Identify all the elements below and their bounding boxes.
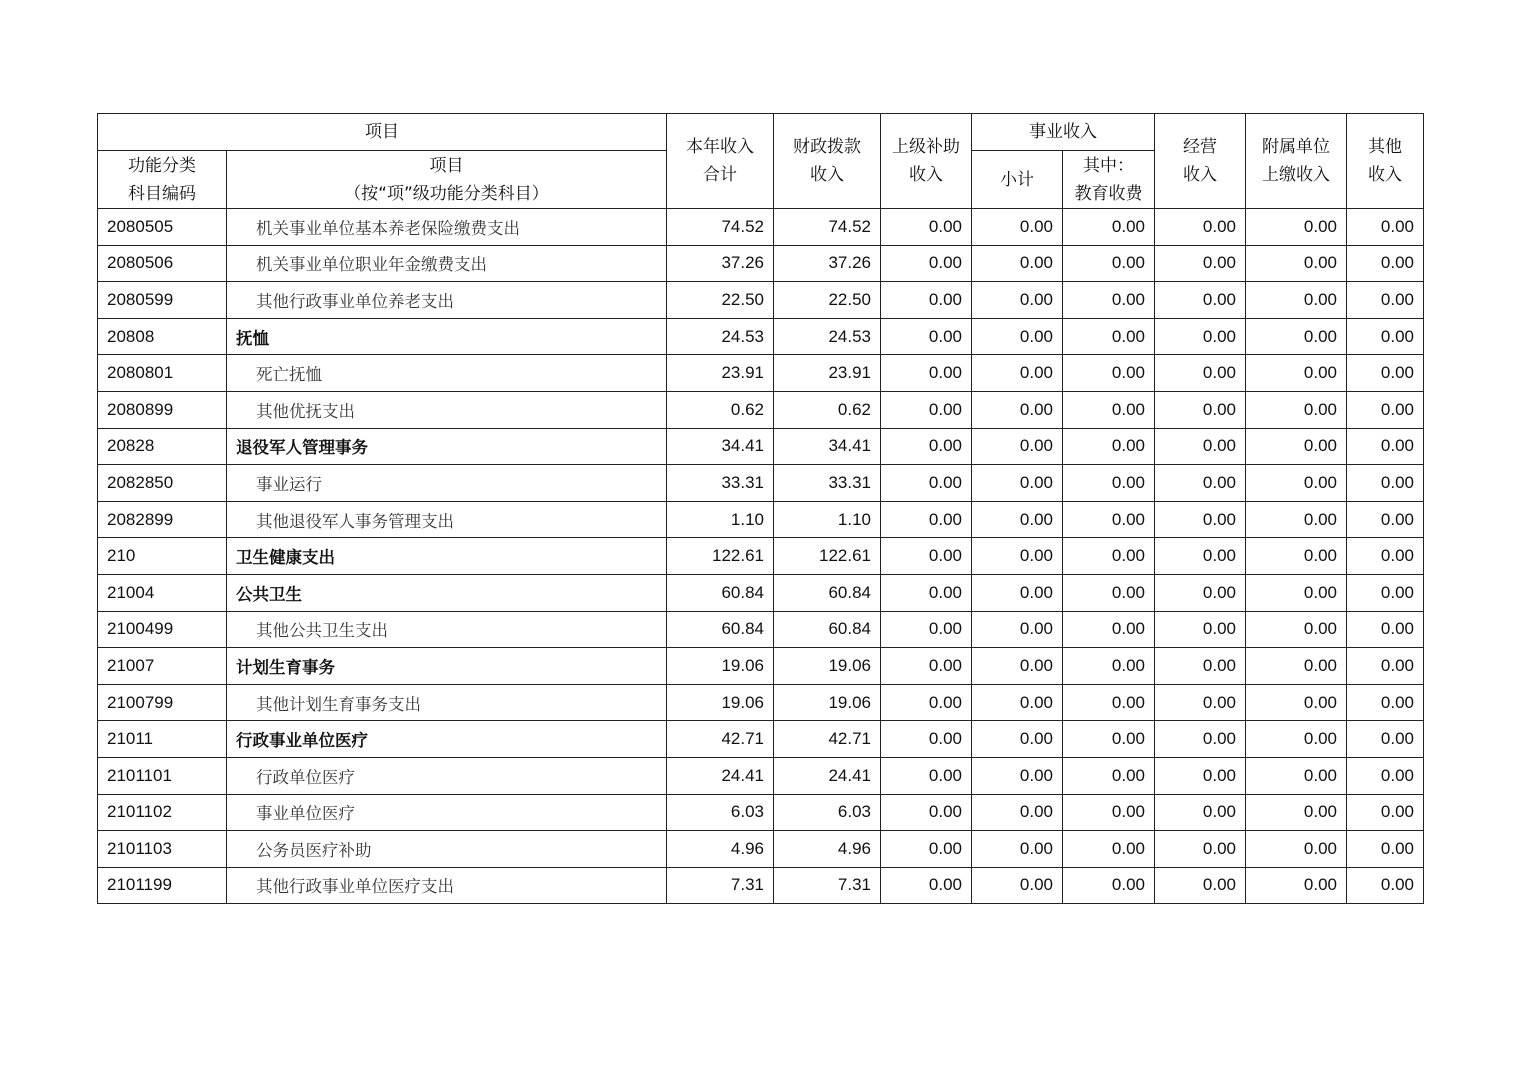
cell-other: 0.00 [1347,794,1424,831]
cell-other: 0.00 [1347,538,1424,575]
table-header [98,114,1424,209]
table-row [98,648,1424,685]
header-code: 功能分类 科目编码 [98,151,227,209]
table-row [98,245,1424,282]
cell-name: 公务员医疗补助 [227,831,667,868]
cell-subsidy: 0.00 [881,318,972,355]
cell-total: 60.84 [667,611,774,648]
cell-affiliate: 0.00 [1246,282,1347,319]
table-row [98,867,1424,904]
cell-subsidy: 0.00 [881,831,972,868]
cell-total: 33.31 [667,465,774,502]
table-row [98,757,1424,794]
cell-fiscal: 60.84 [774,574,881,611]
cell-total: 4.96 [667,831,774,868]
table-row [98,501,1424,538]
cell-other: 0.00 [1347,428,1424,465]
cell-code: 2100499 [98,611,227,648]
cell-edu-fee: 0.00 [1063,648,1155,685]
cell-operating: 0.00 [1155,538,1246,575]
cell-fiscal: 4.96 [774,831,881,868]
cell-edu-fee: 0.00 [1063,355,1155,392]
header-affiliate: 附属单位 上缴收入 [1246,114,1347,209]
cell-fiscal: 60.84 [774,611,881,648]
cell-other: 0.00 [1347,721,1424,758]
cell-name: 其他行政事业单位医疗支出 [227,867,667,904]
cell-business-subtotal: 0.00 [972,501,1063,538]
cell-code: 2080801 [98,355,227,392]
cell-affiliate: 0.00 [1246,721,1347,758]
cell-affiliate: 0.00 [1246,501,1347,538]
cell-other: 0.00 [1347,867,1424,904]
cell-edu-fee: 0.00 [1063,318,1155,355]
cell-code: 2101199 [98,867,227,904]
cell-subsidy: 0.00 [881,465,972,502]
header-total: 本年收入 合计 [667,114,774,209]
cell-business-subtotal: 0.00 [972,391,1063,428]
cell-business-subtotal: 0.00 [972,428,1063,465]
cell-other: 0.00 [1347,355,1424,392]
cell-other: 0.00 [1347,831,1424,868]
cell-edu-fee: 0.00 [1063,867,1155,904]
header-other: 其他 收入 [1347,114,1424,209]
table-row [98,282,1424,319]
cell-subsidy: 0.00 [881,684,972,721]
cell-operating: 0.00 [1155,428,1246,465]
cell-operating: 0.00 [1155,831,1246,868]
cell-code: 210 [98,538,227,575]
cell-code: 2080505 [98,209,227,246]
cell-fiscal: 24.53 [774,318,881,355]
cell-fiscal: 0.62 [774,391,881,428]
cell-affiliate: 0.00 [1246,574,1347,611]
cell-edu-fee: 0.00 [1063,831,1155,868]
cell-subsidy: 0.00 [881,428,972,465]
cell-other: 0.00 [1347,318,1424,355]
cell-business-subtotal: 0.00 [972,757,1063,794]
cell-business-subtotal: 0.00 [972,465,1063,502]
cell-edu-fee: 0.00 [1063,501,1155,538]
table-row [98,684,1424,721]
cell-name: 事业单位医疗 [227,794,667,831]
cell-business-subtotal: 0.00 [972,245,1063,282]
table-row [98,391,1424,428]
cell-subsidy: 0.00 [881,282,972,319]
cell-affiliate: 0.00 [1246,391,1347,428]
cell-operating: 0.00 [1155,794,1246,831]
header-business-subtotal: 小计 [972,151,1063,209]
cell-code: 20828 [98,428,227,465]
cell-fiscal: 19.06 [774,648,881,685]
cell-code: 2080506 [98,245,227,282]
cell-other: 0.00 [1347,209,1424,246]
cell-fiscal: 24.41 [774,757,881,794]
cell-code: 21011 [98,721,227,758]
table-row [98,209,1424,246]
cell-business-subtotal: 0.00 [972,282,1063,319]
cell-subsidy: 0.00 [881,867,972,904]
cell-business-subtotal: 0.00 [972,684,1063,721]
cell-fiscal: 22.50 [774,282,881,319]
cell-affiliate: 0.00 [1246,209,1347,246]
cell-edu-fee: 0.00 [1063,538,1155,575]
cell-business-subtotal: 0.00 [972,867,1063,904]
cell-code: 2082899 [98,501,227,538]
cell-subsidy: 0.00 [881,355,972,392]
cell-operating: 0.00 [1155,355,1246,392]
cell-fiscal: 74.52 [774,209,881,246]
cell-code: 2082850 [98,465,227,502]
cell-affiliate: 0.00 [1246,538,1347,575]
cell-subsidy: 0.00 [881,721,972,758]
cell-code: 2080599 [98,282,227,319]
cell-subsidy: 0.00 [881,538,972,575]
cell-subsidy: 0.00 [881,574,972,611]
cell-operating: 0.00 [1155,501,1246,538]
cell-affiliate: 0.00 [1246,794,1347,831]
cell-edu-fee: 0.00 [1063,245,1155,282]
cell-other: 0.00 [1347,611,1424,648]
header-item-group: 项目 [98,114,667,151]
cell-edu-fee: 0.00 [1063,282,1155,319]
cell-name: 机关事业单位基本养老保险缴费支出 [227,209,667,246]
cell-code: 2101101 [98,757,227,794]
cell-subsidy: 0.00 [881,611,972,648]
table-row [98,355,1424,392]
cell-affiliate: 0.00 [1246,611,1347,648]
cell-business-subtotal: 0.00 [972,648,1063,685]
cell-name: 死亡抚恤 [227,355,667,392]
cell-code: 21007 [98,648,227,685]
cell-edu-fee: 0.00 [1063,611,1155,648]
cell-operating: 0.00 [1155,757,1246,794]
cell-name: 行政事业单位医疗 [227,721,667,758]
cell-total: 19.06 [667,684,774,721]
cell-code: 21004 [98,574,227,611]
header-subsidy: 上级补助 收入 [881,114,972,209]
cell-operating: 0.00 [1155,282,1246,319]
table-row [98,831,1424,868]
cell-operating: 0.00 [1155,574,1246,611]
cell-fiscal: 6.03 [774,794,881,831]
cell-total: 24.41 [667,757,774,794]
cell-name: 抚恤 [227,318,667,355]
cell-subsidy: 0.00 [881,245,972,282]
table-row [98,574,1424,611]
cell-fiscal: 33.31 [774,465,881,502]
table-row [98,721,1424,758]
header-name: 项目 （按“项”级功能分类科目） [227,151,667,209]
cell-name: 计划生育事务 [227,648,667,685]
cell-operating: 0.00 [1155,611,1246,648]
cell-operating: 0.00 [1155,391,1246,428]
cell-name: 其他退役军人事务管理支出 [227,501,667,538]
table-row [98,428,1424,465]
cell-name: 其他优抚支出 [227,391,667,428]
cell-operating: 0.00 [1155,209,1246,246]
cell-business-subtotal: 0.00 [972,538,1063,575]
header-operating: 经营 收入 [1155,114,1246,209]
cell-other: 0.00 [1347,684,1424,721]
cell-operating: 0.00 [1155,245,1246,282]
cell-name: 退役军人管理事务 [227,428,667,465]
cell-code: 20808 [98,318,227,355]
cell-affiliate: 0.00 [1246,245,1347,282]
header-edu-fee: 其中： 教育收费 [1063,151,1155,209]
cell-other: 0.00 [1347,391,1424,428]
cell-edu-fee: 0.00 [1063,757,1155,794]
cell-total: 1.10 [667,501,774,538]
cell-total: 19.06 [667,648,774,685]
cell-subsidy: 0.00 [881,209,972,246]
cell-fiscal: 122.61 [774,538,881,575]
cell-affiliate: 0.00 [1246,757,1347,794]
cell-name: 其他公共卫生支出 [227,611,667,648]
cell-total: 122.61 [667,538,774,575]
cell-other: 0.00 [1347,501,1424,538]
table-row [98,318,1424,355]
cell-code: 2101103 [98,831,227,868]
cell-edu-fee: 0.00 [1063,574,1155,611]
cell-affiliate: 0.00 [1246,867,1347,904]
cell-fiscal: 23.91 [774,355,881,392]
cell-subsidy: 0.00 [881,794,972,831]
cell-total: 23.91 [667,355,774,392]
cell-total: 37.26 [667,245,774,282]
cell-fiscal: 7.31 [774,867,881,904]
cell-fiscal: 19.06 [774,684,881,721]
cell-edu-fee: 0.00 [1063,209,1155,246]
cell-name: 事业运行 [227,465,667,502]
cell-edu-fee: 0.00 [1063,721,1155,758]
cell-business-subtotal: 0.00 [972,831,1063,868]
cell-fiscal: 42.71 [774,721,881,758]
cell-affiliate: 0.00 [1246,684,1347,721]
cell-total: 0.62 [667,391,774,428]
cell-subsidy: 0.00 [881,648,972,685]
cell-fiscal: 34.41 [774,428,881,465]
cell-name: 卫生健康支出 [227,538,667,575]
cell-code: 2080899 [98,391,227,428]
cell-affiliate: 0.00 [1246,831,1347,868]
cell-business-subtotal: 0.00 [972,794,1063,831]
cell-subsidy: 0.00 [881,501,972,538]
cell-operating: 0.00 [1155,867,1246,904]
cell-business-subtotal: 0.00 [972,318,1063,355]
cell-total: 24.53 [667,318,774,355]
cell-code: 2100799 [98,684,227,721]
cell-name: 机关事业单位职业年金缴费支出 [227,245,667,282]
cell-other: 0.00 [1347,465,1424,502]
cell-edu-fee: 0.00 [1063,684,1155,721]
cell-edu-fee: 0.00 [1063,428,1155,465]
cell-business-subtotal: 0.00 [972,611,1063,648]
cell-subsidy: 0.00 [881,757,972,794]
cell-edu-fee: 0.00 [1063,794,1155,831]
cell-operating: 0.00 [1155,684,1246,721]
cell-total: 6.03 [667,794,774,831]
budget-income-table [97,113,1424,904]
cell-business-subtotal: 0.00 [972,574,1063,611]
cell-fiscal: 1.10 [774,501,881,538]
cell-business-subtotal: 0.00 [972,209,1063,246]
cell-affiliate: 0.00 [1246,318,1347,355]
cell-code: 2101102 [98,794,227,831]
cell-affiliate: 0.00 [1246,428,1347,465]
cell-name: 公共卫生 [227,574,667,611]
table-row [98,538,1424,575]
cell-other: 0.00 [1347,574,1424,611]
cell-total: 22.50 [667,282,774,319]
header-business-group: 事业收入 [972,114,1155,151]
cell-operating: 0.00 [1155,721,1246,758]
cell-name: 其他计划生育事务支出 [227,684,667,721]
cell-other: 0.00 [1347,757,1424,794]
cell-operating: 0.00 [1155,465,1246,502]
cell-total: 42.71 [667,721,774,758]
cell-total: 34.41 [667,428,774,465]
cell-other: 0.00 [1347,282,1424,319]
table-body [98,209,1424,904]
cell-affiliate: 0.00 [1246,465,1347,502]
cell-total: 7.31 [667,867,774,904]
cell-edu-fee: 0.00 [1063,465,1155,502]
cell-operating: 0.00 [1155,318,1246,355]
cell-affiliate: 0.00 [1246,355,1347,392]
cell-operating: 0.00 [1155,648,1246,685]
table-row [98,794,1424,831]
cell-business-subtotal: 0.00 [972,721,1063,758]
cell-other: 0.00 [1347,648,1424,685]
cell-business-subtotal: 0.00 [972,355,1063,392]
header-fiscal: 财政拨款 收入 [774,114,881,209]
cell-other: 0.00 [1347,245,1424,282]
table-row [98,465,1424,502]
cell-subsidy: 0.00 [881,391,972,428]
cell-fiscal: 37.26 [774,245,881,282]
cell-name: 其他行政事业单位养老支出 [227,282,667,319]
table-row [98,611,1424,648]
cell-affiliate: 0.00 [1246,648,1347,685]
cell-total: 74.52 [667,209,774,246]
cell-edu-fee: 0.00 [1063,391,1155,428]
cell-name: 行政单位医疗 [227,757,667,794]
cell-total: 60.84 [667,574,774,611]
